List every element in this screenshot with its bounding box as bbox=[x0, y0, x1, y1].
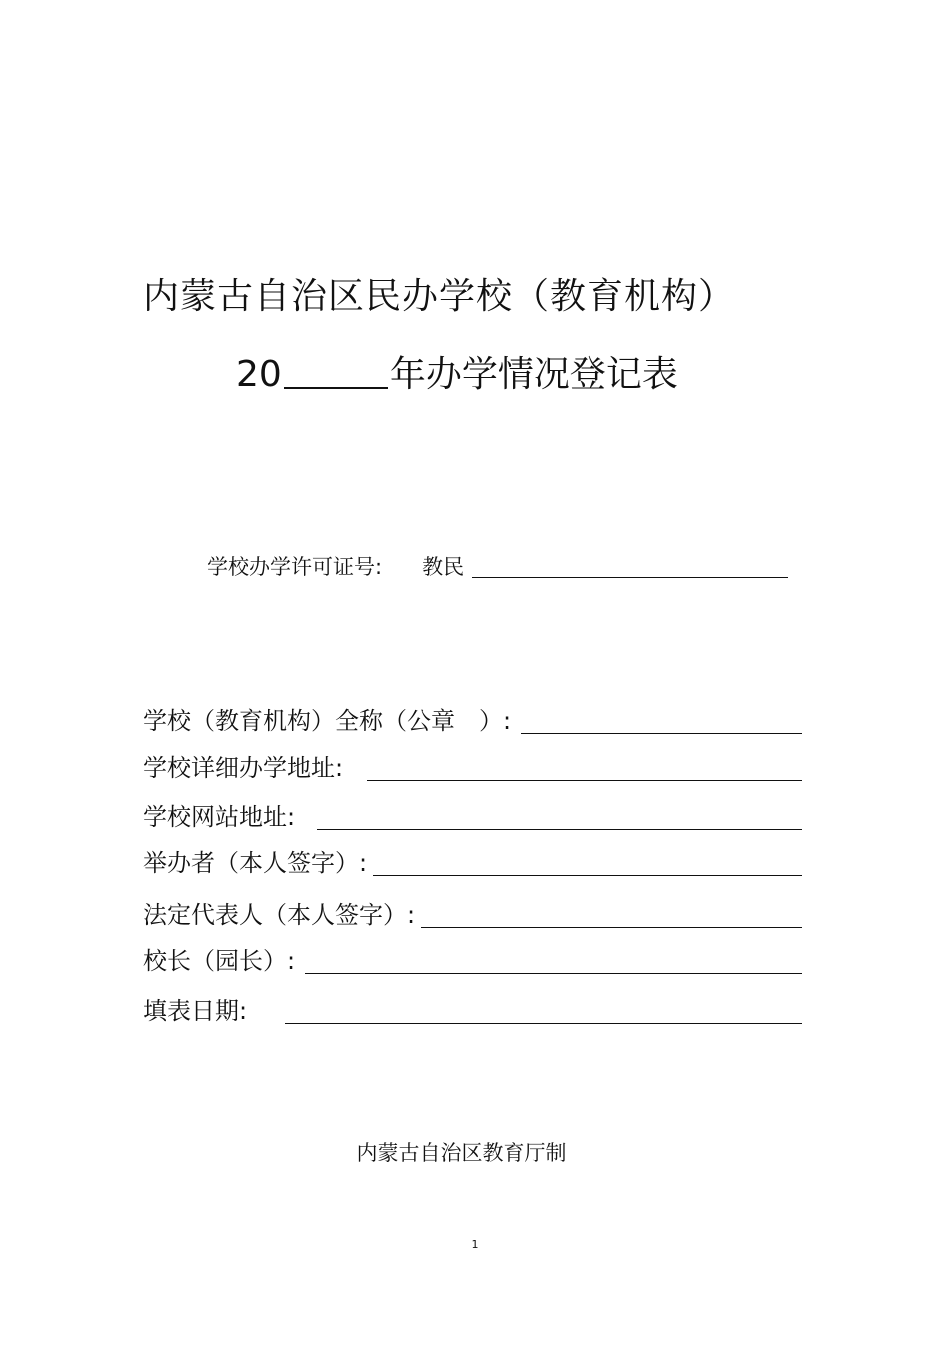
license-label: 学校办学许可证号: bbox=[207, 555, 383, 579]
field-fill-date bbox=[143, 994, 802, 1028]
field-principal bbox=[143, 944, 802, 978]
license-number-blank[interactable] bbox=[472, 553, 788, 578]
field-school-website bbox=[143, 800, 802, 834]
document-title: 内蒙古自治区民办学校（教育机构） bbox=[143, 276, 736, 317]
field-school-address bbox=[143, 751, 802, 785]
field-label: 学校网站地址: bbox=[143, 803, 296, 831]
field-label: 法定代表人（本人签字）: bbox=[143, 901, 416, 929]
field-legal-representative-signature bbox=[143, 898, 802, 932]
field-sponsor-signature bbox=[143, 846, 802, 880]
field-label: 学校详细办学地址: bbox=[143, 754, 344, 782]
field-school-full-name bbox=[143, 704, 802, 738]
field-label: 填表日期: bbox=[143, 997, 248, 1025]
license-number-row bbox=[207, 552, 788, 582]
field-label: 学校（教育机构）全称（公章 ）: bbox=[143, 707, 512, 735]
subtitle-text: 年办学情况登记表 bbox=[389, 354, 678, 395]
field-blank-line[interactable] bbox=[521, 707, 802, 734]
year-prefix: 20 bbox=[236, 354, 282, 395]
field-blank-line[interactable] bbox=[373, 849, 802, 876]
field-label: 举办者（本人签字）: bbox=[143, 849, 368, 877]
field-blank-line[interactable] bbox=[367, 754, 802, 781]
field-blank-line[interactable] bbox=[305, 947, 802, 974]
field-blank-line[interactable] bbox=[317, 803, 802, 830]
year-blank-line[interactable] bbox=[284, 355, 388, 389]
field-label: 校长（园长）: bbox=[143, 947, 296, 975]
page-number: 1 bbox=[471, 1238, 479, 1251]
license-prefix: 教民 bbox=[422, 555, 465, 579]
issuing-organization: 内蒙古自治区教育厅制 bbox=[356, 1141, 567, 1165]
field-blank-line[interactable] bbox=[421, 901, 802, 928]
document-subtitle bbox=[236, 352, 678, 398]
field-blank-line[interactable] bbox=[285, 997, 802, 1024]
